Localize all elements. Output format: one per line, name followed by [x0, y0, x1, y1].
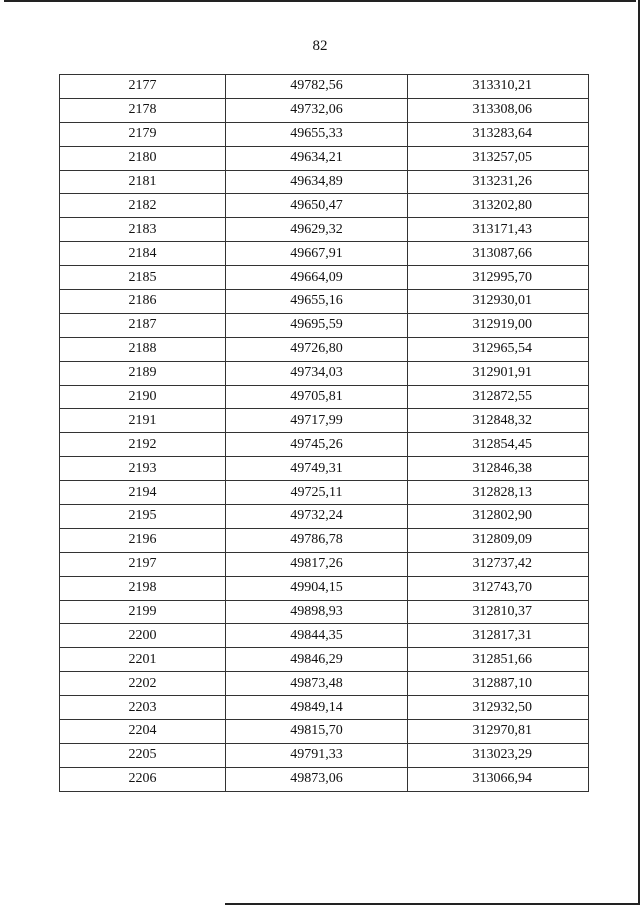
y-coordinate-cell: 313231,26: [408, 170, 589, 194]
point-number-cell: 2199: [60, 600, 226, 624]
point-number-cell: 2204: [60, 720, 226, 744]
coordinates-table-body: [60, 75, 589, 792]
x-coordinate-cell: 49815,70: [226, 720, 408, 744]
x-coordinate-cell: 49695,59: [226, 313, 408, 337]
point-number-cell: 2196: [60, 528, 226, 552]
x-coordinate-cell: 49734,03: [226, 361, 408, 385]
y-coordinate-cell: 312901,91: [408, 361, 589, 385]
table-row: [60, 218, 589, 242]
table-row: [60, 505, 589, 529]
y-coordinate-cell: 312970,81: [408, 720, 589, 744]
table-row: [60, 290, 589, 314]
x-coordinate-cell: 49634,89: [226, 170, 408, 194]
x-coordinate-cell: 49655,16: [226, 290, 408, 314]
page-edge-top: [4, 0, 636, 2]
x-coordinate-cell: 49786,78: [226, 528, 408, 552]
x-coordinate-cell: 49873,06: [226, 767, 408, 791]
point-number-cell: 2185: [60, 266, 226, 290]
x-coordinate-cell: 49717,99: [226, 409, 408, 433]
table-row: [60, 600, 589, 624]
y-coordinate-cell: 313023,29: [408, 743, 589, 767]
table-row: [60, 457, 589, 481]
y-coordinate-cell: 312817,31: [408, 624, 589, 648]
x-coordinate-cell: 49745,26: [226, 433, 408, 457]
y-coordinate-cell: 313257,05: [408, 146, 589, 170]
table-row: [60, 409, 589, 433]
point-number-cell: 2198: [60, 576, 226, 600]
x-coordinate-cell: 49791,33: [226, 743, 408, 767]
x-coordinate-cell: 49655,33: [226, 122, 408, 146]
x-coordinate-cell: 49904,15: [226, 576, 408, 600]
x-coordinate-cell: 49664,09: [226, 266, 408, 290]
point-number-cell: 2190: [60, 385, 226, 409]
point-number-cell: 2195: [60, 505, 226, 529]
table-row: [60, 528, 589, 552]
table-row: [60, 672, 589, 696]
point-number-cell: 2200: [60, 624, 226, 648]
y-coordinate-cell: 313283,64: [408, 122, 589, 146]
y-coordinate-cell: 313087,66: [408, 242, 589, 266]
point-number-cell: 2187: [60, 313, 226, 337]
table-row: [60, 481, 589, 505]
x-coordinate-cell: 49849,14: [226, 696, 408, 720]
point-number-cell: 2178: [60, 98, 226, 122]
point-number-cell: 2189: [60, 361, 226, 385]
y-coordinate-cell: 312854,45: [408, 433, 589, 457]
table-row: [60, 433, 589, 457]
x-coordinate-cell: 49634,21: [226, 146, 408, 170]
x-coordinate-cell: 49732,24: [226, 505, 408, 529]
table-row: [60, 337, 589, 361]
x-coordinate-cell: 49650,47: [226, 194, 408, 218]
y-coordinate-cell: 312995,70: [408, 266, 589, 290]
x-coordinate-cell: 49898,93: [226, 600, 408, 624]
table-row: [60, 266, 589, 290]
point-number-cell: 2182: [60, 194, 226, 218]
y-coordinate-cell: 312802,90: [408, 505, 589, 529]
point-number-cell: 2193: [60, 457, 226, 481]
table-row: [60, 648, 589, 672]
point-number-cell: 2183: [60, 218, 226, 242]
point-number-cell: 2177: [60, 75, 226, 99]
table-row: [60, 696, 589, 720]
x-coordinate-cell: 49844,35: [226, 624, 408, 648]
x-coordinate-cell: 49705,81: [226, 385, 408, 409]
point-number-cell: 2206: [60, 767, 226, 791]
x-coordinate-cell: 49726,80: [226, 337, 408, 361]
table-row: [60, 75, 589, 99]
y-coordinate-cell: 312737,42: [408, 552, 589, 576]
table-row: [60, 720, 589, 744]
y-coordinate-cell: 312930,01: [408, 290, 589, 314]
point-number-cell: 2202: [60, 672, 226, 696]
table-row: [60, 576, 589, 600]
y-coordinate-cell: 312965,54: [408, 337, 589, 361]
x-coordinate-cell: 49749,31: [226, 457, 408, 481]
point-number-cell: 2188: [60, 337, 226, 361]
table-row: [60, 361, 589, 385]
table-row: [60, 98, 589, 122]
coordinates-table: [59, 74, 589, 792]
table-row: [60, 552, 589, 576]
y-coordinate-cell: 312846,38: [408, 457, 589, 481]
y-coordinate-cell: 313310,21: [408, 75, 589, 99]
x-coordinate-cell: 49725,11: [226, 481, 408, 505]
x-coordinate-cell: 49629,32: [226, 218, 408, 242]
y-coordinate-cell: 313202,80: [408, 194, 589, 218]
y-coordinate-cell: 312828,13: [408, 481, 589, 505]
y-coordinate-cell: 312872,55: [408, 385, 589, 409]
table-row: [60, 170, 589, 194]
point-number-cell: 2186: [60, 290, 226, 314]
table-row: [60, 385, 589, 409]
table-row: [60, 242, 589, 266]
y-coordinate-cell: 313308,06: [408, 98, 589, 122]
page-number: 82: [312, 38, 328, 54]
point-number-cell: 2192: [60, 433, 226, 457]
x-coordinate-cell: 49782,56: [226, 75, 408, 99]
y-coordinate-cell: 313066,94: [408, 767, 589, 791]
point-number-cell: 2201: [60, 648, 226, 672]
y-coordinate-cell: 312919,00: [408, 313, 589, 337]
y-coordinate-cell: 312810,37: [408, 600, 589, 624]
y-coordinate-cell: 313171,43: [408, 218, 589, 242]
point-number-cell: 2180: [60, 146, 226, 170]
x-coordinate-cell: 49817,26: [226, 552, 408, 576]
table-row: [60, 146, 589, 170]
point-number-cell: 2197: [60, 552, 226, 576]
y-coordinate-cell: 312851,66: [408, 648, 589, 672]
point-number-cell: 2179: [60, 122, 226, 146]
y-coordinate-cell: 312932,50: [408, 696, 589, 720]
y-coordinate-cell: 312848,32: [408, 409, 589, 433]
x-coordinate-cell: 49732,06: [226, 98, 408, 122]
table-row: [60, 122, 589, 146]
y-coordinate-cell: 312743,70: [408, 576, 589, 600]
x-coordinate-cell: 49667,91: [226, 242, 408, 266]
point-number-cell: 2205: [60, 743, 226, 767]
point-number-cell: 2181: [60, 170, 226, 194]
point-number-cell: 2203: [60, 696, 226, 720]
x-coordinate-cell: 49846,29: [226, 648, 408, 672]
table-row: [60, 194, 589, 218]
table-row: [60, 767, 589, 791]
table-row: [60, 743, 589, 767]
point-number-cell: 2194: [60, 481, 226, 505]
point-number-cell: 2191: [60, 409, 226, 433]
y-coordinate-cell: 312809,09: [408, 528, 589, 552]
point-number-cell: 2184: [60, 242, 226, 266]
table-row: [60, 624, 589, 648]
y-coordinate-cell: 312887,10: [408, 672, 589, 696]
x-coordinate-cell: 49873,48: [226, 672, 408, 696]
table-row: [60, 313, 589, 337]
